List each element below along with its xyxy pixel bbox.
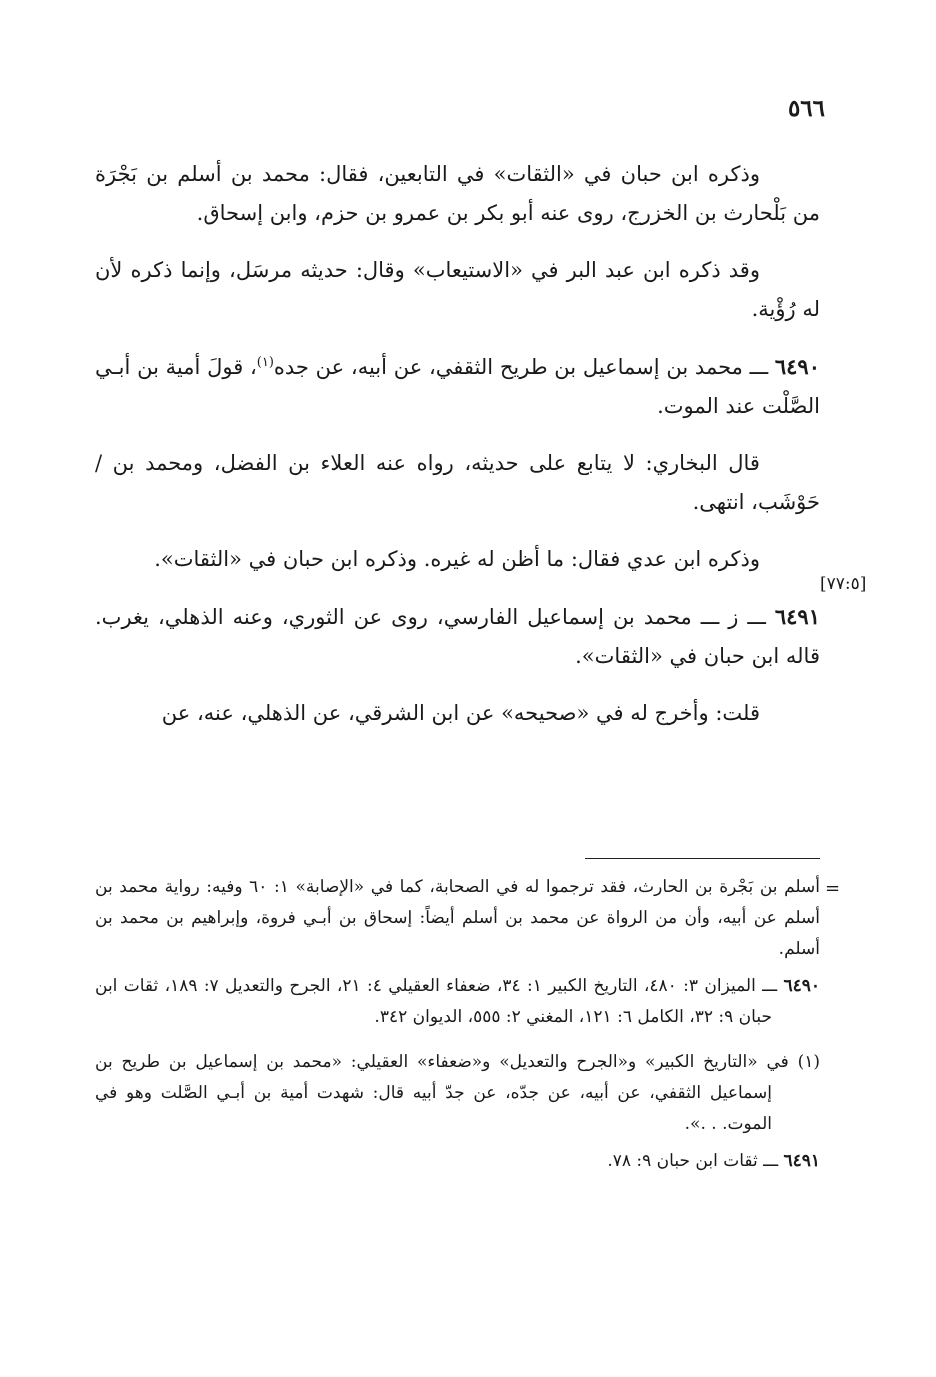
bukhari-text-a: قال البخاري: لا يتابع على حديثه، رواه عنه العلاء بن الفضل، xyxy=(213,451,760,475)
paragraph-ibn-adi: وذكره ابن عدي فقال: ما أظن له غيره. وذكره ابن حبان في «الثقات». xyxy=(154,547,760,571)
bukhari-text-b: ومحمد بن / حَوْشَب، انتهى. xyxy=(95,451,820,514)
entry-number: ٦٤٩١ xyxy=(774,604,820,629)
reference-text: ـــ الميزان ٣: ٤٨٠، التاريخ الكبير ١: ٣٤، ضعفاء العقيلي ٤: ٢١، الجرح والتعديل ٧: ١٨٩، ثقات ابن حبان ٩: ٣٢، الكامل ٦: ١٢١، المغني ٢: ٥٥٥، الديوان ٣٤٢. xyxy=(95,976,778,1027)
reference-6490 xyxy=(95,971,820,1033)
reference-number: ٦٤٩٠ xyxy=(783,976,820,996)
entry-text: ـــ محمد بن إسماعيل بن طريح الثقفي، عن أبيه، عن جده xyxy=(273,355,769,379)
footnote-continuation: أسلم بن بَجْرة بن الحارث، فقد ترجموا له في الصحابة، كما في «الإصابة» ١: ٦٠ وفيه: رواية محمد بن أسلم عن أبيه، وأن من الرواة عن محمد بن أسلم أيضاً: إسحاق بن أبـي فروة، وإبراهيم بن محمد بن أسلم. xyxy=(95,877,820,959)
footnote-rule xyxy=(585,858,820,859)
continuation-mark: = xyxy=(825,878,841,899)
entry-text-cont: ، قولَ أمية بن أبـي الصَّلْت عند الموت. xyxy=(95,355,820,418)
main-text xyxy=(95,155,820,751)
page-number: ٥٦٦ xyxy=(787,95,825,122)
footnote-number: (١) xyxy=(797,1052,821,1072)
entry-number: ٦٤٩٠ xyxy=(774,354,820,379)
paragraph-ibn-hibban: وذكره ابن حبان في «الثقات» في التابعين، فقال: محمد بن أسلم بن بَجْرَة من بَلْحارث بن الخزرج، روى عنه أبو بكر بن عمرو بن حزم، وابن إسحاق. xyxy=(95,162,820,225)
reference-6491 xyxy=(95,1146,820,1177)
reference-text: ـــ ثقات ابن حبان ٩: ٧٨. xyxy=(607,1151,779,1171)
footnote-marker: (١) xyxy=(256,355,274,370)
entry-text: ـــ ز ـــ محمد بن إسماعيل الفارسي، روى عن الثوري، وعنه الذهلي، يغرب. قاله ابن حبان في «الثقات». xyxy=(95,605,820,668)
footnote-1 xyxy=(95,1047,820,1140)
margin-reference: [٧٧:٥] xyxy=(820,574,867,594)
paragraph-bukhari xyxy=(95,444,820,522)
paragraph-ibn-abd-al-barr: وقد ذكره ابن عبد البر في «الاستيعاب» وقال: حديثه مرسَل، وإنما ذكره لأن له رُؤْية. xyxy=(95,258,820,321)
entry-6490 xyxy=(95,347,820,426)
paragraph-qultu: قلت: وأخرج له في «صحيحه» عن ابن الشرقي، عن الذهلي، عنه، عن xyxy=(161,701,760,725)
reference-number: ٦٤٩١ xyxy=(783,1151,820,1171)
footnotes xyxy=(95,872,820,1183)
entry-6491 xyxy=(95,597,820,676)
footnote-text: في «التاريخ الكبير» و«الجرح والتعديل» و«ضعفاء» العقيلي: «محمد بن إسماعيل بن طريح بن إسماعيل الثقفي، عن أبيه، عن جدّه، عن جدّ أبيه قال: شهدت أمية بن أبـي الصَّلت وهو في الموت. . .». xyxy=(95,1052,789,1134)
